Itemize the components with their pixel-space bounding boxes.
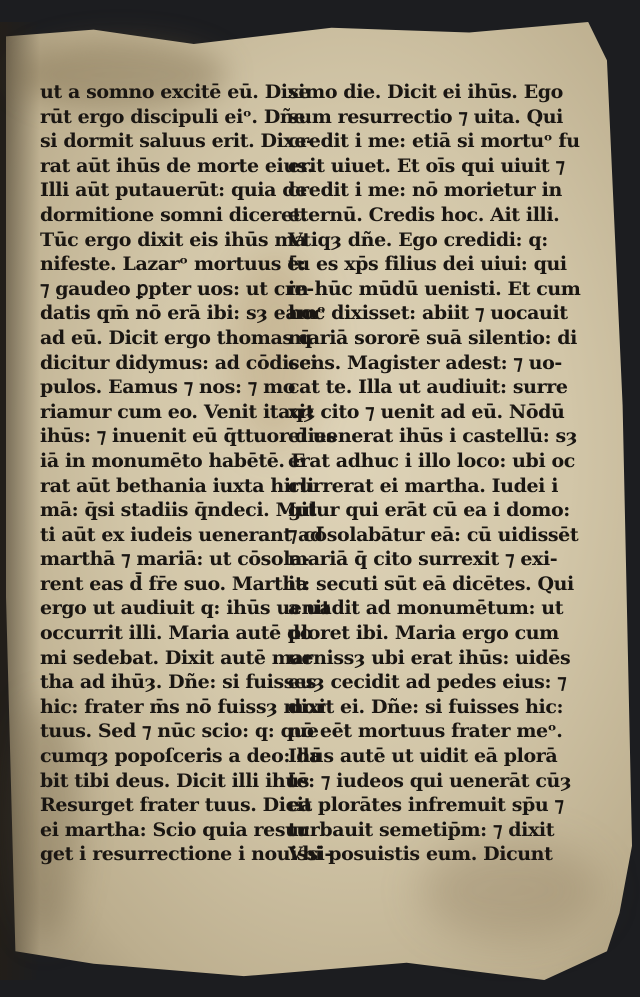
text-line: erit uiuet. Et oīs qui uiuit ⁊ xyxy=(288,154,565,177)
text-line: turbauit semetip̄m: ⁊ dixit xyxy=(288,818,555,841)
text-line: dicitur didymus: ad cōdisci xyxy=(40,351,318,374)
text-line: hoc dixisset: abiit ⁊ uocauit xyxy=(288,302,568,325)
text-line: uenissȝ ubi erat ihūs: uidēs xyxy=(288,646,571,669)
text-line: riamur cum eo. Venit itaqȝ xyxy=(40,400,315,423)
right-text-column xyxy=(288,80,581,867)
text-line: iā in monumēto habētē. E xyxy=(40,449,305,472)
text-line: ei martha: Scio quia resur xyxy=(40,818,309,841)
text-line: mā: q̄si stadiis q̄ndeci. Mul xyxy=(40,499,317,522)
text-line: datis qm̄ nō erā ibi: sȝ eamᵒ xyxy=(40,302,326,325)
text-line: ut a somno excitē eū. Dixe xyxy=(40,81,311,103)
text-line: xit cito ⁊ uenit ad eū. Nōdū xyxy=(288,400,565,423)
text-line: dormitione somni diceret. xyxy=(40,203,308,226)
text-line: Illi aūt putauerūt: quia de xyxy=(40,179,307,202)
text-line: si dormit saluus erit. Dixe- xyxy=(40,130,314,153)
text-line: mi sedebat. Dixit autē mar xyxy=(40,646,313,669)
text-line: nifeste. Lazarᵒ mortuus ē: xyxy=(40,253,306,276)
text-line: ea plorātes infremuit sp̄u ⁊ xyxy=(288,794,564,817)
text-line: Resurget frater tuus. Dicit xyxy=(40,794,312,817)
text-line: ⁊ gaudeo ꝑpter uos: ut cre- xyxy=(40,277,314,300)
text-line: tu es xp̄s filius dei uiui: qui xyxy=(288,253,567,276)
text-line: simo die. Dicit ei ihūs. Ego xyxy=(288,81,563,103)
text-line: cat te. Illa ut audiuit: surre xyxy=(288,376,568,399)
text-line: tha ad ihūȝ. Dñe: si fuisses xyxy=(40,671,317,694)
text-line: currerat ei martha. Iudei i xyxy=(288,474,559,497)
text-line: Vtiqȝ dñe. Ego credidi: q: xyxy=(288,228,548,251)
text-line: Ihūs autē ut uidit eā plorā xyxy=(288,745,558,768)
text-line: rat aūt ihūs de morte eius. xyxy=(40,154,314,177)
text-line: tuus. Sed ⁊ nūc scio: q: que xyxy=(40,720,319,743)
text-line: eternū. Credis hoc. Ait illi. xyxy=(288,203,560,226)
text-line: Vbi posuistis eum. Dicunt xyxy=(288,843,553,866)
text-line: marthā ⁊ mariā: ut cōsola- xyxy=(40,548,310,571)
text-line: credit i me: etiā si mortuᵒ fu xyxy=(288,130,580,153)
text-line: mariā sororē suā silentio: di xyxy=(288,326,578,349)
text-line: rent eas d̄ fr̄e suo. Martha xyxy=(40,572,308,595)
left-text-column xyxy=(40,80,337,867)
text-line: ploret ibi. Maria ergo cum xyxy=(288,622,559,645)
text-line: rat aūt bethania iuxta hirli xyxy=(40,474,314,497)
text-line: in hūc mūdū uenisti. Et cum xyxy=(288,277,581,300)
text-line: tē: ⁊ iudeos qui uenerāt cūȝ xyxy=(288,769,572,792)
text-line: credit i me: nō morietur in xyxy=(288,179,562,202)
text-line: erat adhuc i illo loco: ubi oc xyxy=(288,449,575,472)
text-line: get i resurrectione i nouissi- xyxy=(40,843,332,866)
text-line: gitur qui erāt cū ea i domo: xyxy=(288,499,570,522)
text-line: ihūs: ⁊ inuenit eū q̄ttuor dies xyxy=(40,425,337,448)
text-line: pulos. Eamus ⁊ nos: ⁊ mo xyxy=(40,376,296,399)
text-line: occurrit illi. Maria autē do xyxy=(40,622,313,645)
text-line: rūt ergo discipuli eiᵒ. Dñe: xyxy=(40,105,312,128)
text-line: nō eēt mortuus frater meᵒ. xyxy=(288,720,563,743)
text-line: it: secuti sūt eā dicētes. Qui xyxy=(288,572,574,595)
text-line: ergo ut audiuit q: ihūs uenit xyxy=(40,597,331,620)
text-line: eī uenerat ihūs i castellū: sȝ xyxy=(288,425,577,448)
text-line: sum resurrectio ⁊ uita. Qui xyxy=(288,105,563,128)
text-line: a uadit ad monumētum: ut xyxy=(288,597,564,620)
text-line: ad eū. Dicit ergo thomas q̄ xyxy=(40,326,312,349)
text-line: cumqȝ popoſceris a deo: da xyxy=(40,745,322,768)
text-line: bit tibi deus. Dicit illi ihūs xyxy=(40,769,310,792)
text-line: dixit ei. Dñe: si fuisses hic: xyxy=(288,695,564,718)
text-line: mariā q̄ cito surrexit ⁊ exi- xyxy=(288,548,558,571)
text-line: ti aūt ex iudeis uenerant ad xyxy=(40,523,323,546)
text-line: hic: frater m̄s nō fuissȝ mor xyxy=(40,695,326,718)
text-line: cens. Magister adest: ⁊ uo- xyxy=(288,351,562,374)
text-line: ⁊ cōsolabātur eā: cū uidissēt xyxy=(288,523,579,546)
text-line: euȝ cecidit ad pedes eius: ⁊ xyxy=(288,671,567,694)
text-line: Tūc ergo dixit eis ihūs ma xyxy=(40,228,307,251)
